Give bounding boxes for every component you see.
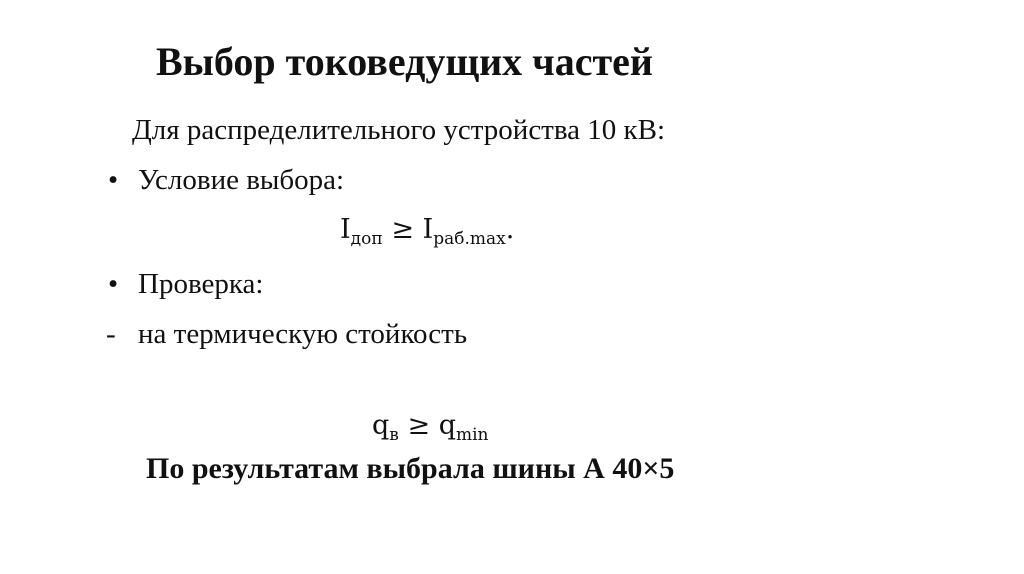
- formula1-tail: .: [505, 214, 515, 245]
- bullet-marker: •: [108, 164, 119, 196]
- formula2-lhs: q: [372, 410, 390, 441]
- formula1-rhs: I: [422, 214, 434, 245]
- formula1-lhs-sub: доп: [350, 229, 383, 249]
- dash-marker: -: [106, 318, 116, 350]
- formula2-rhs-sub: min: [455, 425, 489, 445]
- slide-title: Выбор токоведущих частей: [156, 39, 653, 84]
- formula1-lhs: I: [340, 214, 351, 245]
- bullet-marker: •: [108, 268, 119, 300]
- formula2-rhs: q: [438, 410, 456, 441]
- formula1-operator: ≥: [391, 214, 414, 245]
- formula2-operator: ≥: [407, 410, 431, 441]
- intro-text: Для распределительного устройства 10 кВ:: [132, 114, 666, 146]
- formula2-lhs-sub: в: [389, 425, 399, 445]
- condition-label: Условие выбора:: [138, 164, 345, 196]
- conclusion-text: По результатам выбрала шины А 40×5: [146, 452, 675, 485]
- check-item: на термическую стойкость: [138, 318, 468, 350]
- formula1-rhs-sub: раб.max: [433, 229, 506, 249]
- thermal-check-formula: [372, 410, 489, 445]
- check-label: Проверка:: [138, 268, 264, 300]
- selection-condition-formula: [340, 214, 514, 249]
